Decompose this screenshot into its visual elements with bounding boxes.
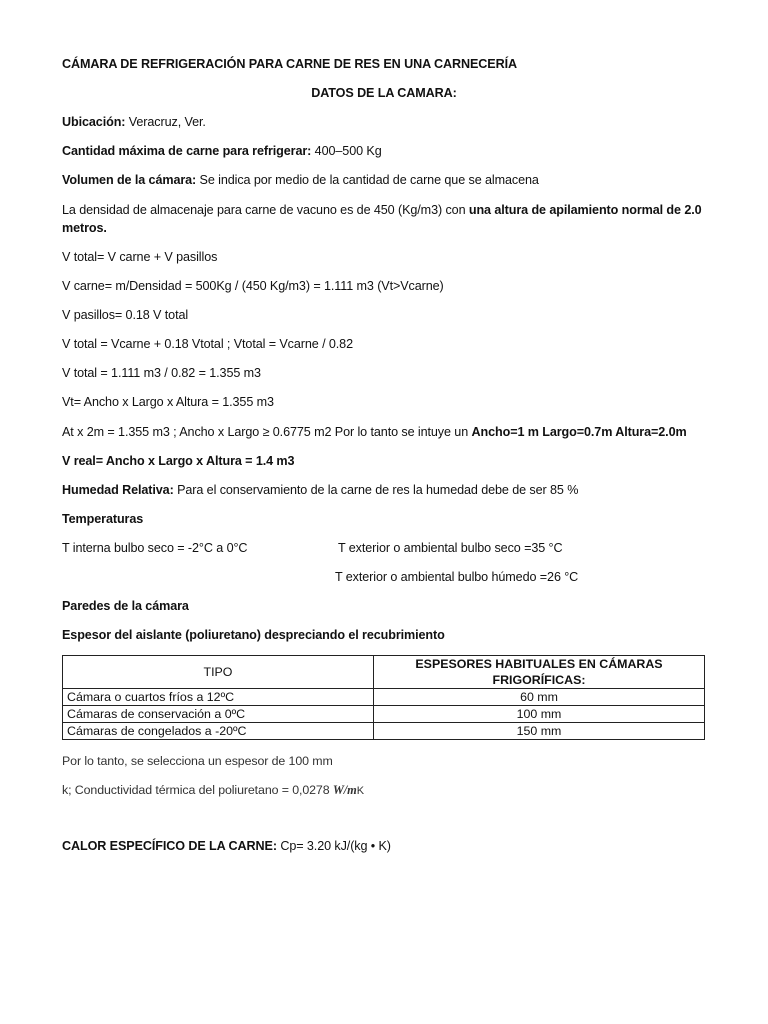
table-header-row [63, 656, 705, 689]
humedad-label: Humedad Relativa: [62, 483, 174, 497]
humedad-value: Para el conservamiento de la carne de res la humedad debe de ser 85 % [173, 483, 579, 497]
densidad-text-bold: una altura de apilamiento normal de 2.0 metros. [62, 203, 702, 235]
cantidad-label: Cantidad máxima de carne para refrigerar: [62, 144, 312, 158]
table-header-espesores: ESPESORES HABITUALES EN CÁMARAS FRIGORÍFICAS: [374, 656, 705, 689]
table-row [63, 689, 705, 706]
volumen-line [62, 172, 539, 189]
equation-vreal: V real= Ancho x Largo x Altura = 1.4 m3 [62, 454, 295, 468]
section-subtitle: DATOS DE LA CAMARA: [311, 86, 457, 100]
equation-vtotal-result: V total = 1.111 m3 / 0.82 = 1.355 m3 [62, 366, 261, 380]
temp-exterior-seco: T exterior o ambiental bulbo seco =35 °C [338, 541, 563, 555]
cantidad-line [62, 143, 382, 160]
conductividad-unit: W/m [332, 783, 357, 797]
densidad-text: La densidad de almacenaje para carne de vacuno es de 450 (Kg/m3) con [62, 203, 469, 217]
table-header-tipo: TIPO [63, 656, 374, 689]
equation-vt-dimensions: Vt= Ancho x Largo x Altura = 1.355 m3 [62, 395, 274, 409]
conductividad-text: k; Conductividad térmica del poliuretano = 0,0278 [62, 783, 333, 797]
calor-label: CALOR ESPECÍFICO DE LA CARNE: [62, 839, 277, 853]
document-title: CÁMARA DE REFRIGERACIÓN PARA CARNE DE RES EN UNA CARNECERÍA [62, 57, 517, 71]
espesores-table [62, 655, 705, 740]
paredes-heading: Paredes de la cámara [62, 599, 189, 613]
densidad-paragraph [62, 201, 712, 237]
ubicacion-label: Ubicación: [62, 115, 126, 129]
calor-value: Cp= 3.20 kJ/(kg • K) [276, 839, 391, 853]
temp-interna: T interna bulbo seco = -2°C a 0°C [62, 541, 248, 555]
equation-vtotal-expanded: V total = Vcarne + 0.18 Vtotal ; Vtotal = Vcarne / 0.82 [62, 337, 353, 351]
table-cell-tipo: Cámara o cuartos fríos a 12ºC [63, 689, 374, 706]
table-cell-espesor: 60 mm [374, 689, 705, 706]
temperaturas-heading: Temperaturas [62, 512, 144, 526]
equation-vtotal: V total= V carne + V pasillos [62, 250, 218, 264]
ubicacion-value: Veracruz, Ver. [125, 115, 206, 129]
volumen-label: Volumen de la cámara: [62, 173, 197, 187]
area-text: At x 2m = 1.355 m3 ; Ancho x Largo ≥ 0.6775 m2 Por lo tanto se intuye un [62, 425, 472, 439]
conductividad-k: K [356, 785, 364, 797]
equation-vcarne: V carne= m/Densidad = 500Kg / (450 Kg/m3) = 1.111 m3 (Vt>Vcarne) [62, 279, 444, 293]
espesor-heading: Espesor del aislante (poliuretano) despreciando el recubrimiento [62, 628, 445, 642]
equation-vpasillos: V pasillos= 0.18 V total [62, 308, 189, 322]
cantidad-value: 400–500 Kg [311, 144, 382, 158]
humedad-line [62, 482, 578, 499]
table-cell-tipo: Cámaras de congelados a -20ºC [63, 723, 374, 740]
table-cell-espesor: 150 mm [374, 723, 705, 740]
temp-exterior-humedo: T exterior o ambiental bulbo húmedo =26 °C [335, 570, 579, 584]
dimensions-bold: Ancho=1 m Largo=0.7m Altura=2.0m [471, 425, 687, 439]
volumen-value: Se indica por medio de la cantidad de carne que se almacena [196, 173, 539, 187]
calor-line [62, 838, 391, 855]
ubicacion-line [62, 114, 206, 131]
table-row [63, 723, 705, 740]
seleccion-line: Por lo tanto, se selecciona un espesor de 100 mm [62, 754, 333, 768]
equation-area [62, 424, 687, 441]
table-cell-espesor: 100 mm [374, 706, 705, 723]
table-cell-tipo: Cámaras de conservación a 0ºC [63, 706, 374, 723]
conductividad-line [62, 782, 364, 800]
table-row [63, 706, 705, 723]
